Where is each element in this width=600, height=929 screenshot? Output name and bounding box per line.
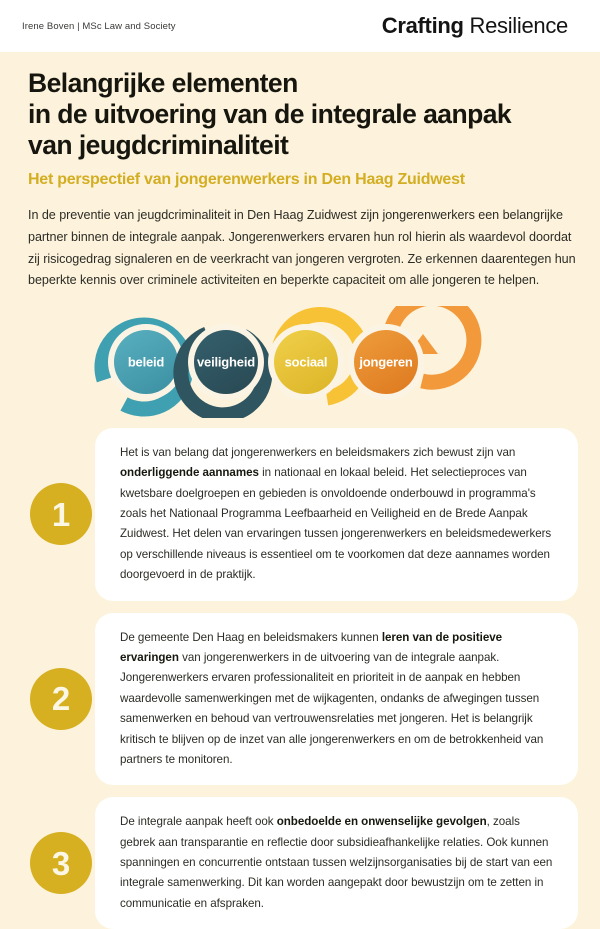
diagram-circle-sociaal <box>268 314 362 399</box>
findings-list <box>0 428 600 929</box>
page-title-line-3: van jeugdcriminaliteit <box>28 130 289 160</box>
finding-text-post: in nationaal en lokaal beleid. Het selectieproces van kwetsbare doelgroepen en gebieden is onvoldoende onderbouwd in programma's zoals het Nationaal Programma Leefbaarheid en Veiligheid en de Brede Aanpak Zuidwest. Het delen van ervaringen tussen jongerenwerkers en beleidsmedewerkers op verschillende niveaus is essentieel om te voorkomen dat deze aannames worden doorgevoerd in de praktijk. <box>120 466 552 582</box>
finding-card-body <box>95 613 578 786</box>
jongeren-label: jongeren <box>359 354 413 370</box>
brand-name-light: Resilience <box>469 13 568 38</box>
diagram-circle-veiligheid <box>181 324 265 415</box>
page-header <box>0 0 600 52</box>
brand-name-bold: Crafting <box>381 13 464 38</box>
finding-text-highlight: onderliggende aannames <box>120 466 259 480</box>
finding-number-badge: 1 <box>30 483 92 545</box>
finding-card-body <box>95 797 578 929</box>
finding-text-pre: Het is van belang dat jongerenwerkers en beleidsmakers zich bewust zijn van <box>120 445 516 459</box>
finding-number-badge: 2 <box>30 668 92 730</box>
process-diagram-svg <box>90 306 510 418</box>
intro-paragraph: In de preventie van jeugdcriminaliteit in Den Haag Zuidwest zijn jongerenwerkers een belangrijke partner binnen de integrale aanpak. Jongerenwerkers ervaren hun rol hierin als waardevol doordat zij risicogedrag signaleren en de veerkracht van jongeren vergroten. Ze erkennen daarentegen hun beperkte kennis over criminele activiteiten en beperkte capaciteit om alle jongeren te helpen. <box>28 208 576 288</box>
finding-text-highlight: onbedoelde en onwenselijke gevolgen <box>276 815 487 829</box>
brand-logo <box>382 13 578 39</box>
finding-text <box>120 628 558 771</box>
finding-card-body <box>95 428 578 601</box>
page-subtitle: Het perspectief van jongerenwerkers in Den Haag Zuidwest <box>28 171 465 188</box>
page-title-line-1: Belangrijke elementen <box>28 68 298 98</box>
sociaal-label: sociaal <box>284 354 328 370</box>
finding-text-highlight: leren van de positieve ervaringen <box>120 630 503 664</box>
diagram-circle-jongeren <box>348 306 474 400</box>
finding-text-post: van jongerenwerkers in de uitvoering van de integrale aanpak. Jongerenwerkers ervaren professionaliteit en prioriteit in de aanpak en hebben waardevolle samenwerkingen met de wijkagenten, ondanks de afwegingen tussen samenwerken en behoud van vertrouwensrelaties met jongeren. Het is belangrijk kritisch te blijven op de inzet van alle jongerenwerkers en om de betrokkenheid van partners te monitoren. <box>120 650 544 766</box>
diagram-circle-beleid <box>102 324 186 409</box>
veiligheid-label: veiligheid <box>197 354 255 370</box>
finding-text <box>120 812 558 914</box>
page-title <box>28 68 578 161</box>
finding-text-pre: De gemeente Den Haag en beleidsmakers kunnen <box>120 630 382 644</box>
author-byline: Irene Boven | MSc Law and Society <box>22 20 176 32</box>
finding-card <box>22 613 578 786</box>
process-diagram <box>0 306 600 418</box>
page-title-line-2: in de uitvoering van de integrale aanpak <box>28 99 512 129</box>
finding-text-post: , zoals gebrek aan transparantie en reflectie door subsidieafhankelijke relaties. Ook kunnen spanningen en concurrentie ontstaan tussen welzijnsorganisaties bij de start van een integrale samenwerking. Dit kan worden aangepakt door bewustzijn om te zetten in communicatie en afspraken. <box>120 815 553 910</box>
finding-card <box>22 428 578 601</box>
finding-text-pre: De integrale aanpak heeft ook <box>120 815 277 829</box>
finding-number-badge: 3 <box>30 832 92 894</box>
beleid-label: beleid <box>127 354 165 370</box>
title-block <box>0 52 600 189</box>
finding-card <box>22 797 578 929</box>
finding-text <box>120 443 558 586</box>
